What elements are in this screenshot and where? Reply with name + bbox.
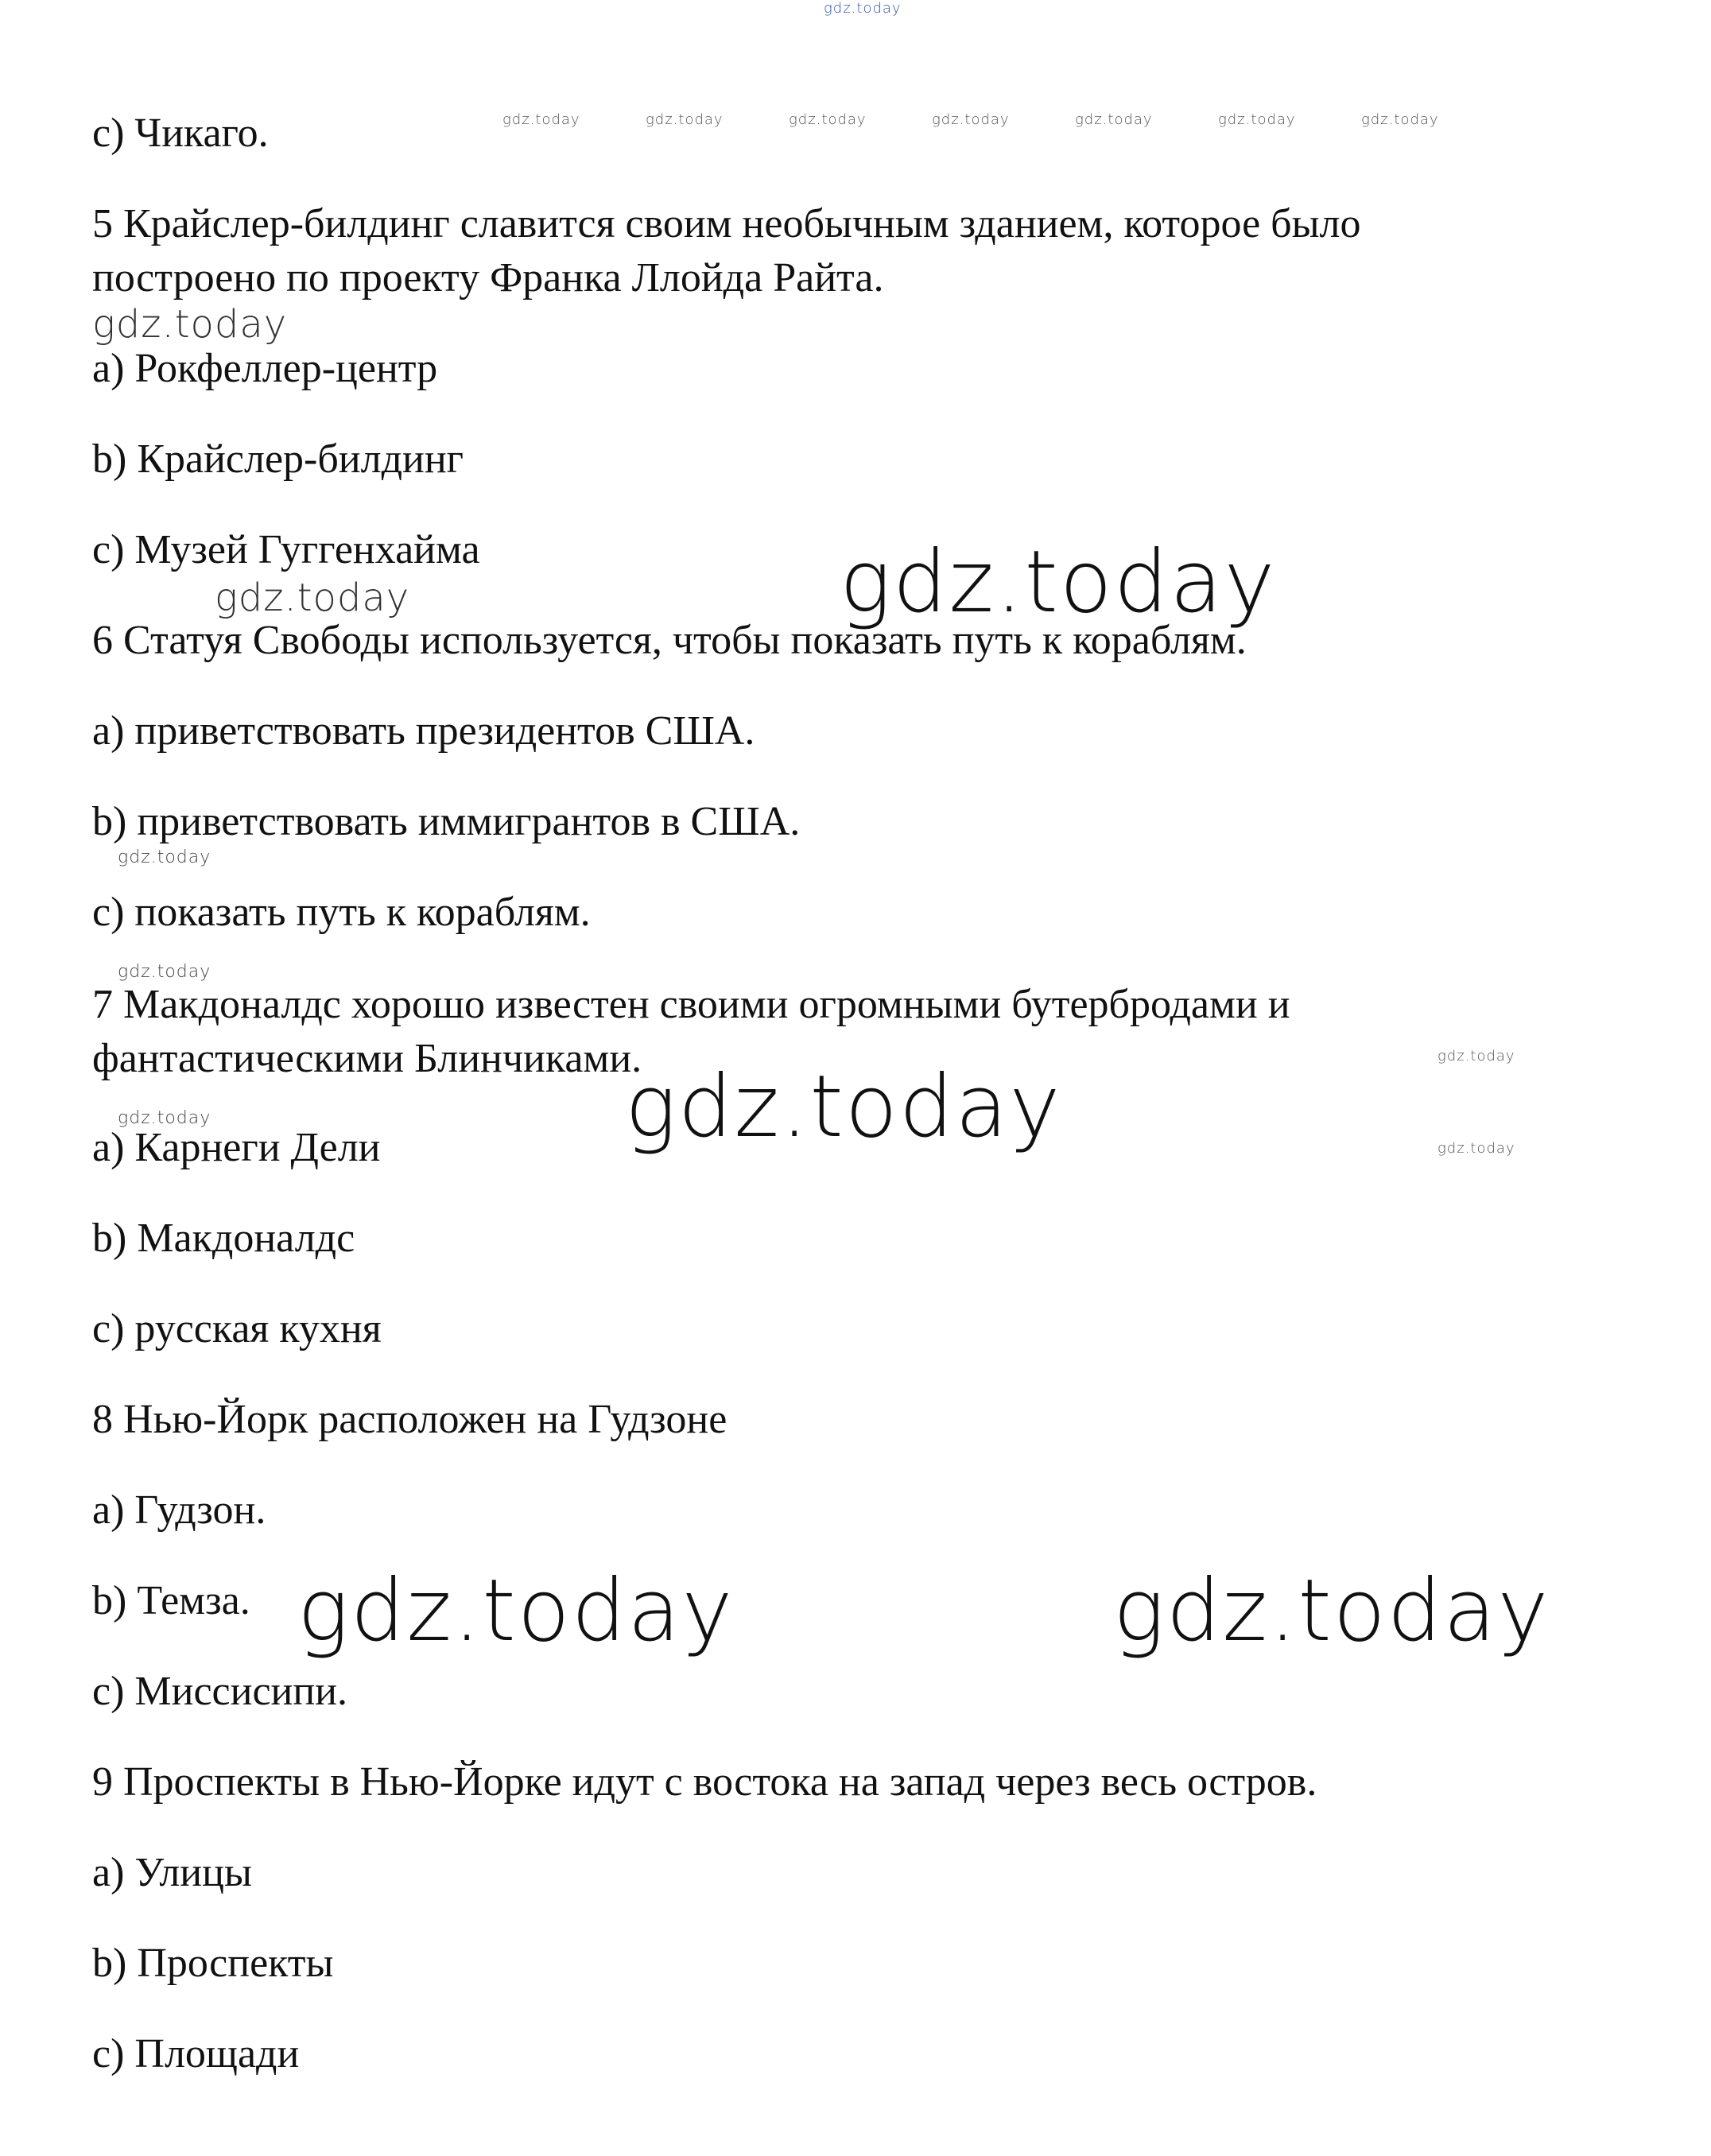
question-line: 8 Нью-Йорк расположен на Гудзоне	[92, 1397, 727, 1442]
option-line: c) Площади	[92, 2031, 300, 2077]
question-line: 9 Проспекты в Нью-Йорке идут с востока на запад через весь остров.	[92, 1759, 1317, 1805]
option-line: a) Рокфеллер-центр	[92, 346, 438, 391]
option-line: b) Проспекты	[92, 1941, 334, 1986]
option-line: c) Чикаго.	[92, 111, 269, 156]
option-line: b) Темза.	[92, 1578, 250, 1623]
watermark-row: gdz.today	[1361, 111, 1439, 128]
watermark-small: gdz.today	[118, 962, 211, 982]
option-line: a) Карнеги Дели	[92, 1125, 381, 1170]
question-line: 6 Статуя Свободы используется, чтобы показать путь к кораблям.	[92, 618, 1247, 663]
watermark-large: gdz.today	[625, 1057, 1062, 1157]
option-line: a) Гудзон.	[92, 1487, 266, 1533]
watermark-row: gdz.today	[1218, 111, 1296, 128]
watermark-row: gdz.today	[502, 111, 580, 128]
watermark-row: gdz.today	[1437, 1048, 1515, 1064]
option-line: b) Крайслер-билдинг	[92, 436, 464, 482]
question-line: 5 Крайслер-билдинг славится своим необычным зданием, которое было	[92, 201, 1361, 246]
question-line: построено по проекту Франка Ллойда Райта.	[92, 255, 884, 301]
watermark-row: gdz.today	[1437, 1140, 1515, 1157]
watermark-top: gdz.today	[824, 0, 902, 17]
option-line: b) приветствовать иммигрантов в США.	[92, 799, 801, 844]
watermark-medium: gdz.today	[215, 576, 410, 620]
watermark-row: gdz.today	[1075, 111, 1153, 128]
watermark-medium: gdz.today	[92, 302, 288, 347]
option-line: c) Миссисипи.	[92, 1669, 348, 1714]
watermark-small: gdz.today	[118, 1108, 211, 1128]
watermark-row: gdz.today	[932, 111, 1010, 128]
option-line: a) Улицы	[92, 1850, 252, 1895]
watermark-row: gdz.today	[789, 111, 867, 128]
option-line: c) показать путь к кораблям.	[92, 890, 591, 935]
question-line: фантастическими Блинчиками.	[92, 1036, 642, 1081]
option-line: c) русская кухня	[92, 1306, 382, 1351]
watermark-large: gdz.today	[1113, 1561, 1550, 1661]
question-line: 7 Макдоналдс хорошо известен своими огромными бутербродами и	[92, 982, 1290, 1027]
watermark-row: gdz.today	[646, 111, 724, 128]
option-line: b) Макдоналдс	[92, 1216, 355, 1261]
watermark-large: gdz.today	[840, 533, 1277, 632]
watermark-large: gdz.today	[297, 1561, 735, 1661]
option-line: c) Музей Гуггенхайма	[92, 527, 480, 572]
watermark-small: gdz.today	[118, 847, 211, 867]
option-line: a) приветствовать президентов США.	[92, 708, 755, 754]
